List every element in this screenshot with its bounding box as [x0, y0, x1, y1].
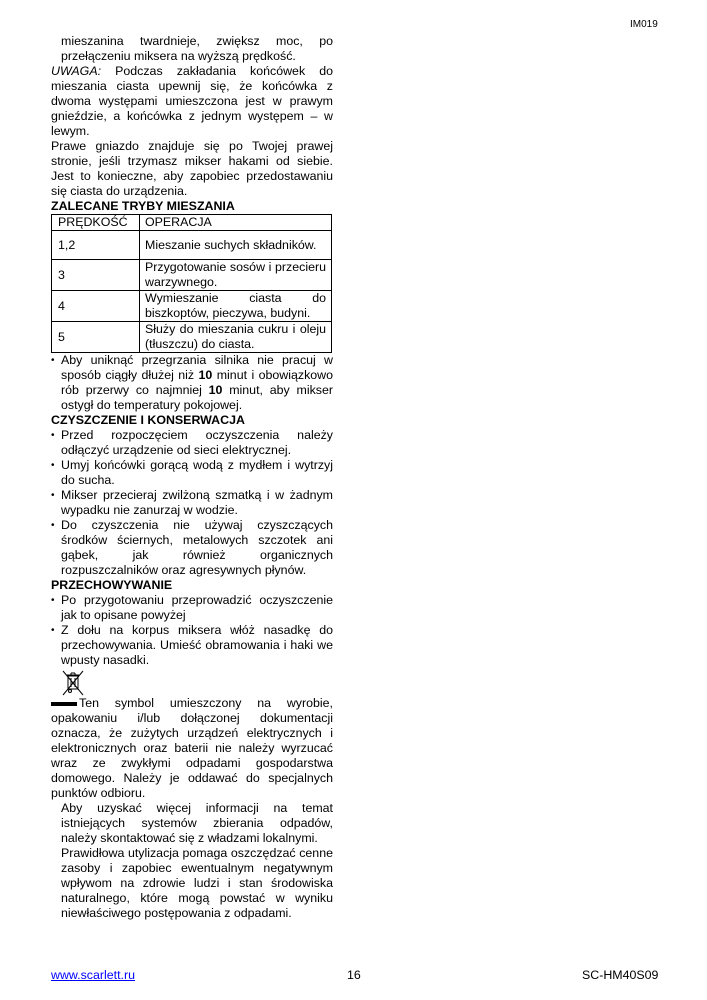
bullet-icon: •: [51, 595, 55, 606]
speed-cell: 5: [52, 322, 140, 353]
list-item: • Umyj końcówki gorącą wodą z mydłem i wytrzyj do sucha.: [51, 458, 333, 487]
operation-cell: Służy do mieszania cukru i oleju (tłuszczu) do ciasta.: [140, 322, 332, 353]
bar-icon: [51, 702, 77, 706]
note-label: UWAGA:: [51, 64, 102, 78]
socket-note: Prawe gniazdo znajduje się po Twojej prawej stronie, jeśli trzymasz mikser hakami od siebie. Jest to konieczne, aby zapobiec przedostawaniu się ciasta do urządzenia.: [51, 139, 333, 198]
list-item: • Do czyszczenia nie używaj czyszczących środków ściernych, metalowych szczotek ani gąbek, jak również organicznych rozpuszczalników oraz agresywnych płynów.: [51, 518, 333, 577]
crossed-bin-icon: [61, 670, 85, 696]
disposal-symbol-text: Ten symbol umieszczony na wyrobie, opakowaniu i/lub dołączonej dokumentacji oznacza, że zużytych urządzeń elektrycznych i elektronicznych oraz baterii nie należy wyrzucać wraz ze zwykłymi odpadami gospodarstwa domowego. Należy je oddawać do specjalnych punktów odbioru.: [51, 696, 333, 800]
cleaning-heading: CZYSZCZENIE I KONSERWACJA: [51, 413, 245, 427]
storage-list: [51, 593, 333, 668]
mixing-modes-table: [51, 214, 332, 353]
table-row: [52, 322, 332, 353]
bullet-icon: •: [51, 490, 55, 501]
speed-cell: 1,2: [52, 231, 140, 260]
bullet-icon: •: [51, 520, 55, 531]
operation-cell: Przygotowanie sosów i przecieru warzywnego.: [140, 260, 332, 291]
bullet-icon: •: [51, 625, 55, 636]
document-code: IM019: [630, 19, 658, 30]
model-number: SC-HM40S09: [582, 968, 659, 982]
speed-column-header: PRĘDKOŚĆ: [52, 215, 140, 231]
list-item: • Aby uniknąć przegrzania silnika nie pracuj w sposób ciągły dłużej niż 10 minut i obowiązkowo rób przerwy co najmniej 10 minut, aby mikser ostygł do temperatury pokojowej.: [51, 353, 333, 412]
cleaning-list: [51, 428, 333, 578]
mixing-modes-heading: ZALECANE TRYBY MIESZANIA: [51, 199, 235, 213]
note-text: Podczas zakładania końcówek do mieszania ciasta upewnij się, że końcówka z dwoma występami umieszczona jest w prawym gnieździe, a końcówka z jednym występem – w lewym.: [51, 64, 333, 138]
disposal-recycling-text: Prawidłowa utylizacja pomaga oszczędzać cenne zasoby i zapobiec ewentualnym negatywnym wpływom na zdrowie ludzi i stan środowiska naturalnego, które mogą powstać w wyniku niewłaściwego postępowania z odpadami.: [61, 846, 333, 920]
operation-cell: Mieszanie suchych składników.: [140, 231, 332, 260]
overheat-list: [51, 353, 333, 413]
attachment-note: [51, 64, 333, 139]
bullet-icon: •: [51, 430, 55, 441]
disposal-info-text: Aby uzyskać więcej informacji na temat istniejących systemów zbierania odpadów, należy skontaktować się z władzami lokalnymi.: [61, 801, 333, 845]
list-item: • Z dołu na korpus miksera włóż nasadkę do przechowywania. Umieść obramowania i haki we wpusty nasadki.: [51, 623, 333, 667]
operation-cell: Wymieszanie ciasta do biszkoptów, pieczywa, budyni.: [140, 291, 332, 322]
speed-cell: 4: [52, 291, 140, 322]
table-row: [52, 260, 332, 291]
table-row: [52, 291, 332, 322]
website-link[interactable]: www.scarlett.ru: [51, 968, 135, 982]
list-item: • Przed rozpoczęciem oczyszczenia należy odłączyć urządzenie od sieci elektrycznej.: [51, 428, 333, 457]
page-number: 16: [347, 968, 361, 982]
disposal-section: [51, 670, 333, 921]
list-item: • Po przygotowaniu przeprowadzić oczyszczenie jak to opisane powyżej: [51, 593, 333, 622]
bullet-icon: •: [51, 355, 55, 366]
storage-heading: PRZECHOWYWANIE: [51, 578, 173, 592]
content-column: [51, 34, 333, 921]
bullet-icon: •: [51, 460, 55, 471]
speed-cell: 3: [52, 260, 140, 291]
list-item: • Mikser przecieraj zwilżoną szmatką i w żadnym wypadku nie zanurzaj w wodzie.: [51, 488, 333, 517]
table-header-row: [52, 215, 332, 231]
table-row: [52, 231, 332, 260]
intro-continuation: mieszanina twardnieje, zwiększ moc, po przełączeniu miksera na wyższą prędkość.: [61, 34, 333, 63]
operation-column-header: OPERACJA: [140, 215, 332, 231]
